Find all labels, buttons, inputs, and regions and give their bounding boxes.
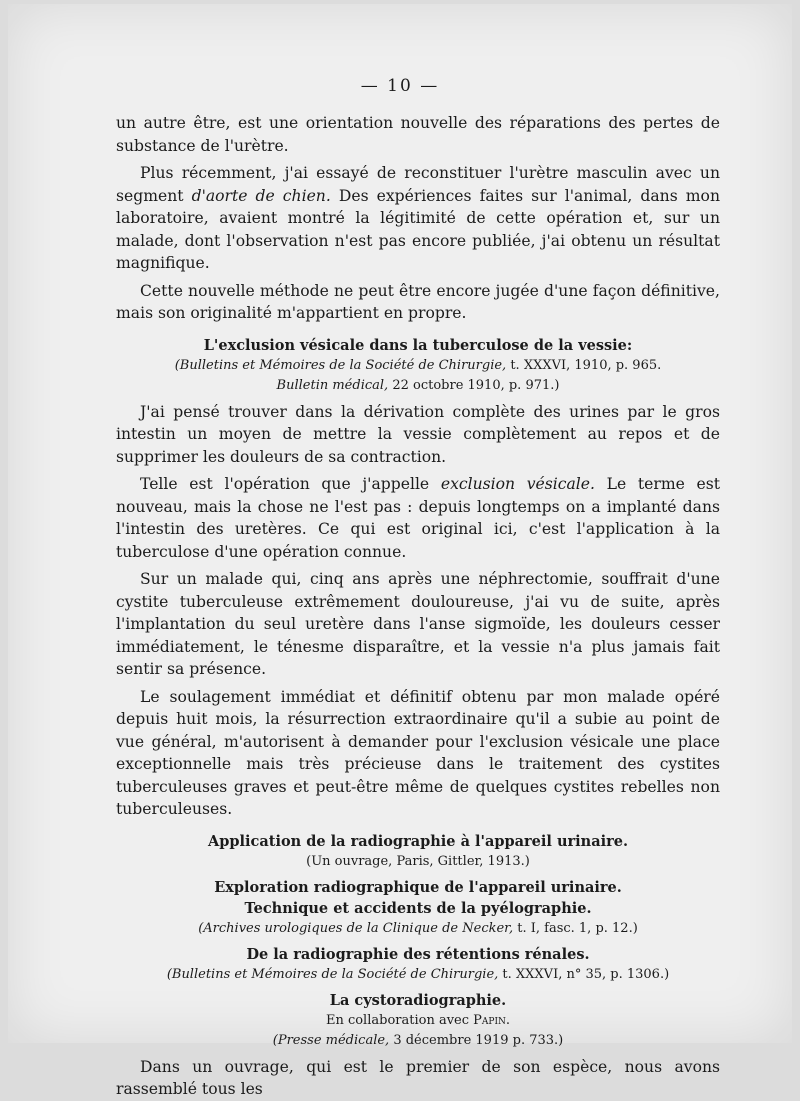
- reference-details: t. XXXVI, n° 35, p. 1306.): [498, 966, 670, 982]
- section-retentions-renales: [116, 944, 720, 985]
- journal-title: (Presse médicale,: [272, 1032, 390, 1048]
- section-title: La cystoradiographie.: [329, 991, 507, 1009]
- reference-details: 3 décembre 1919 p. 733.): [389, 1032, 564, 1048]
- journal-title: (Archives urologiques de la Clinique de Necker,: [198, 920, 514, 936]
- text-run: Des expériences faites sur l'animal, dans mon laboratoire, avaient montré la légitimité de cette opération et, sur un malade, dont l'observation n'est pas encore publiée, j'ai obtenu un résultat magnifique.: [116, 186, 720, 272]
- paragraph: Le soulagement immédiat et définitif obtenu par mon malade opéré depuis huit mois, la résurrection extraordinaire qu'il a subie au point de vue général, m'autorisent à demander pour l'exclusion vésicale une place exceptionnelle mais très précieuse dans le traitement des cystites tuberculeuses graves et peut-être même de quelques cystites rebelles non tuberculeuses.: [116, 687, 720, 818]
- paragraph: Dans un ouvrage, qui est le premier de son espèce, nous avons rassemblé tous les: [116, 1057, 720, 1098]
- journal-title: Bulletin médical,: [276, 377, 389, 393]
- text-run: Le terme est nouveau, mais la chose ne l'est pas : depuis longtemps on a implanté dans l'intestin des uretères. Ce qui est original ici, c'est l'application à la tuberculose d'une opération connue.: [116, 475, 720, 561]
- journal-title: (Bulletins et Mémoires de la Société de Chirurgie,: [174, 357, 507, 373]
- section-title: De la radiographie des rétentions rénales.: [246, 945, 590, 963]
- reference-details: t. I, fasc. 1, p. 12.): [513, 920, 638, 936]
- paragraph: Sur un malade qui, cinq ans après une néphrectomie, souffrait d'une cystite tuberculeuse extrêmement douloureuse, j'ai vu de suite, après l'implantation du seul uretère dans l'anse sigmoïde, les douleurs cesser immédiatement, le ténesme disparaître, et la vessie n'a plus jamais fait sentir sa présence.: [116, 570, 720, 678]
- paragraph: Cette nouvelle méthode ne peut être encore jugée d'une façon définitive, mais son originalité m'appartient en propre.: [116, 281, 720, 322]
- paragraph: [116, 162, 720, 275]
- document-page: [8, 4, 792, 1098]
- section-reference: [116, 356, 720, 376]
- reference-details: t. XXXVI, 1910, p. 965.: [506, 357, 662, 373]
- paragraph: [116, 473, 720, 563]
- section-application-radiographie: [116, 831, 720, 872]
- collaboration-note: [116, 1011, 720, 1031]
- section-title: Exploration radiographique de l'appareil urinaire.: [214, 878, 622, 896]
- section-reference: [116, 919, 720, 939]
- reference-details: 22 octobre 1910, p. 971.): [388, 377, 560, 393]
- section-reference: [116, 1031, 720, 1051]
- text-run: Plus récemment, j'ai essayé de reconstituer l'urètre masculin avec un segment: [116, 164, 720, 205]
- collaborator-name: Papin.: [473, 1012, 511, 1028]
- section-exclusion-vesicale: [116, 335, 720, 396]
- paragraph: J'ai pensé trouver dans la dérivation complète des urines par le gros intestin un moyen de mettre la vessie complètement au repos et de supprimer les douleurs de sa contraction.: [116, 402, 720, 466]
- journal-title: (Bulletins et Mémoires de la Société de Chirurgie,: [166, 966, 499, 982]
- collab-prefix: En collaboration avec: [325, 1012, 474, 1028]
- section-subtitle: Technique et accidents de la pyélographie.: [244, 899, 592, 917]
- page-number: — 10 —: [360, 76, 440, 96]
- section-reference: (Un ouvrage, Paris, Gittler, 1913.): [306, 853, 530, 869]
- page-body: [116, 112, 720, 1101]
- section-reference: [116, 376, 720, 396]
- italic-term: exclusion vésicale.: [440, 475, 595, 493]
- section-cystoradiographie: [116, 990, 720, 1051]
- italic-term: d'aorte de chien.: [191, 186, 331, 205]
- section-title: Application de la radiographie à l'appareil urinaire.: [207, 832, 629, 850]
- section-title: L'exclusion vésicale dans la tuberculose de la vessie:: [203, 336, 633, 354]
- section-exploration-radiographique: [116, 877, 720, 939]
- section-reference: [116, 965, 720, 985]
- paragraph: un autre être, est une orientation nouvelle des réparations des pertes de substance de l'urètre.: [116, 114, 720, 155]
- text-run: Telle est l'opération que j'appelle: [140, 475, 441, 493]
